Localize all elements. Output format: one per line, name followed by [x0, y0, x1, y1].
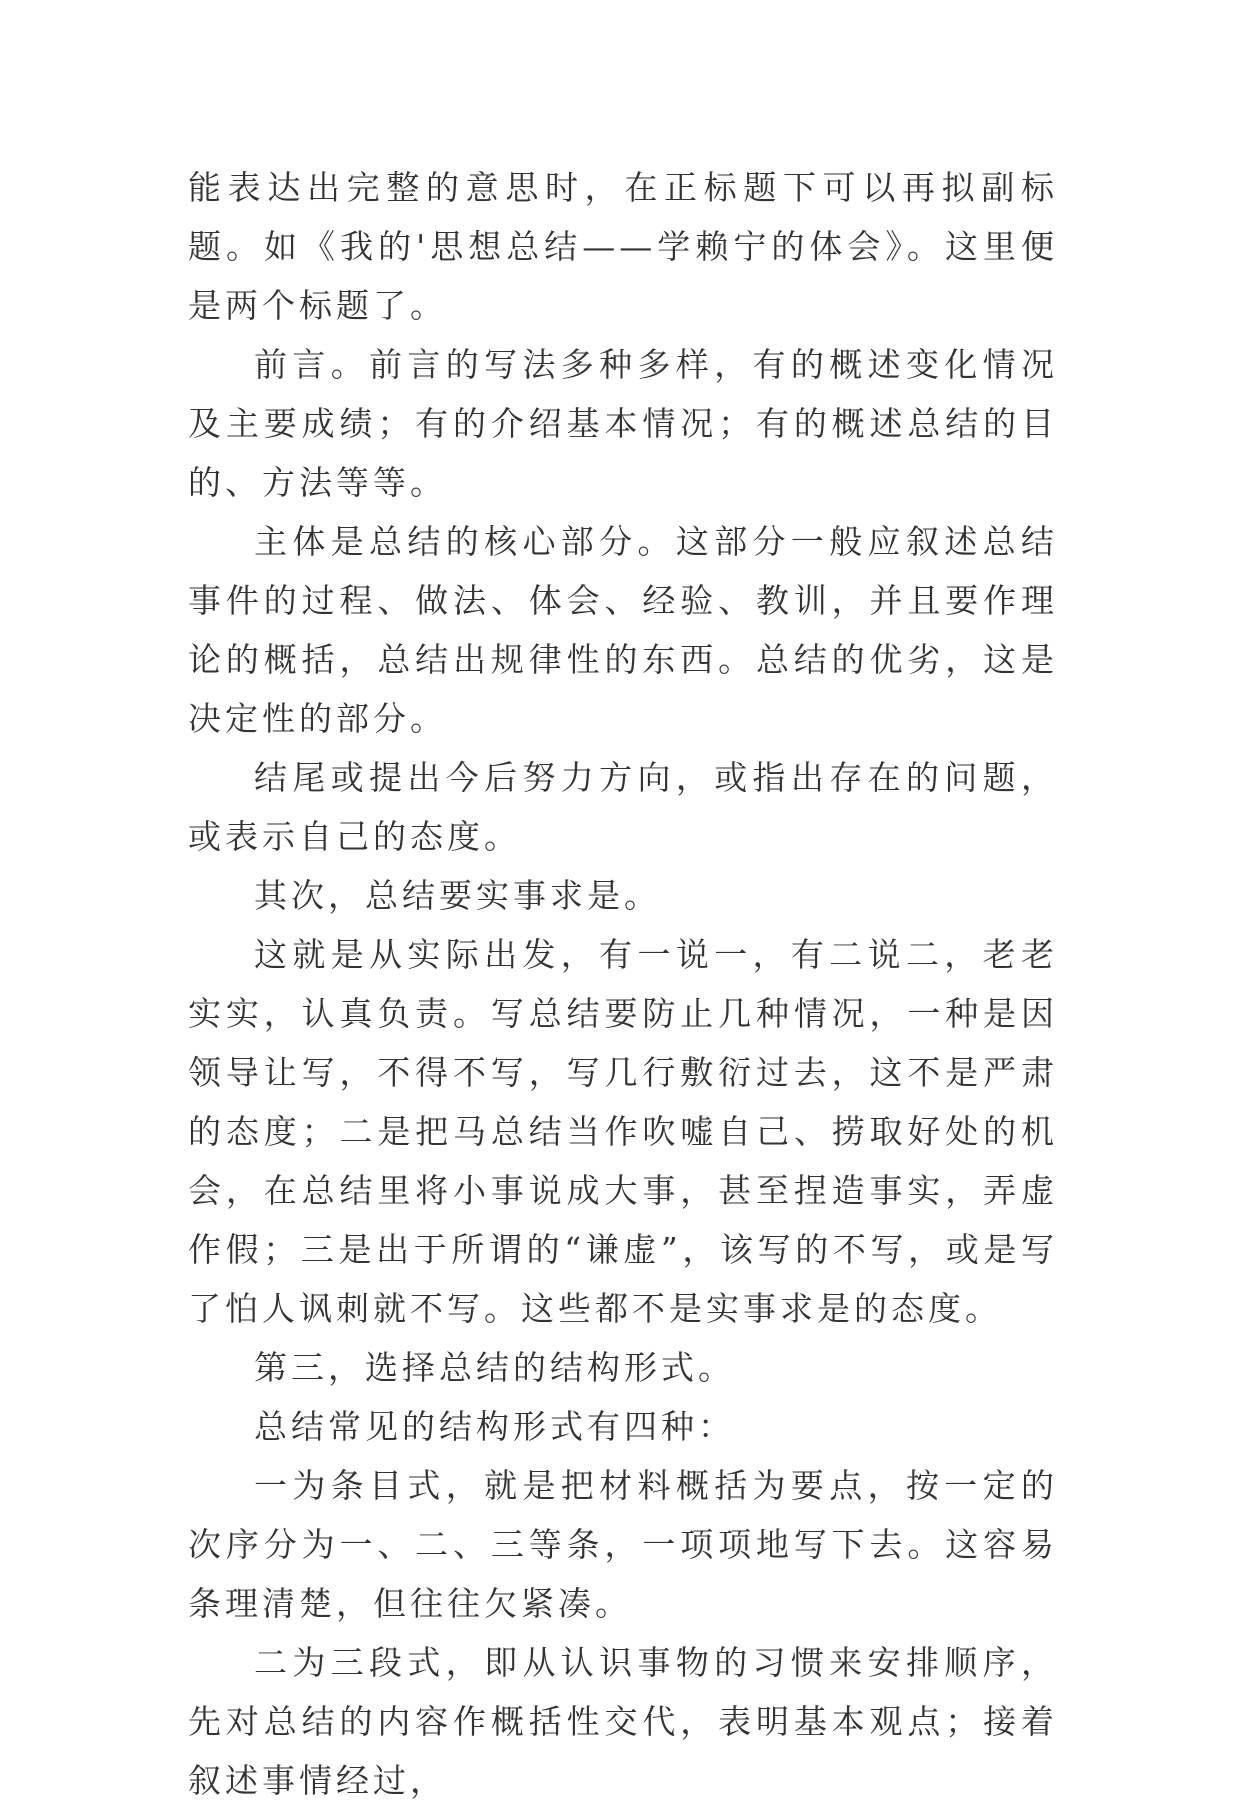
paragraph-subtitle-continuation: 能表达出完整的意思时，在正标题下可以再拟副标题。如《我的'思想总结——学赖宁的体会》。这里便是两个标题了。 — [188, 168, 1058, 325]
paragraph-preface: 前言。前言的写法多种多样，有的概述变化情况及主要成绩；有的介绍基本情况；有的概述总结的目的、方法等等。 — [188, 345, 1058, 502]
paragraph-ending: 结尾或提出今后努力方向，或指出存在的问题，或表示自己的态度。 — [188, 758, 1058, 856]
paragraph-three-part-form: 二为三段式，即从认识事物的习惯来安排顺序，先对总结的内容作概括性交代，表明基本观点；接着叙述事情经过， — [188, 1643, 1058, 1800]
paragraph-four-structures: 总结常见的结构形式有四种： — [254, 1407, 735, 1446]
paragraph-itemized-form: 一为条目式，就是把材料概括为要点，按一定的次序分为一、二、三等条，一项项地写下去。这容易条理清楚，但往往欠紧凑。 — [188, 1466, 1058, 1623]
paragraph-truthfulness: 这就是从实际出发，有一说一，有二说二，老老实实，认真负责。写总结要防止几种情况，一种是因领导让写，不得不写，写几行敷衍过去，这不是严肃的态度；二是把马总结当作吹嘘自己、捞取好处的机会，在总结里将小事说成大事，甚至捏造事实，弄虚作假；三是出于所谓的“谦虚”，该写的不写，或是写了怕人讽刺就不写。这些都不是实事求是的态度。 — [188, 935, 1058, 1328]
paragraph-second-point: 其次，总结要实事求是。 — [254, 876, 661, 915]
paragraph-main-body: 主体是总结的核心部分。这部分一般应叙述总结事件的过程、做法、体会、经验、教训，并且要作理论的概括，总结出规律性的东西。总结的优劣，这是决定性的部分。 — [188, 522, 1058, 738]
document-body — [188, 158, 1058, 1810]
paragraph-third-point: 第三，选择总结的结构形式。 — [254, 1348, 735, 1387]
